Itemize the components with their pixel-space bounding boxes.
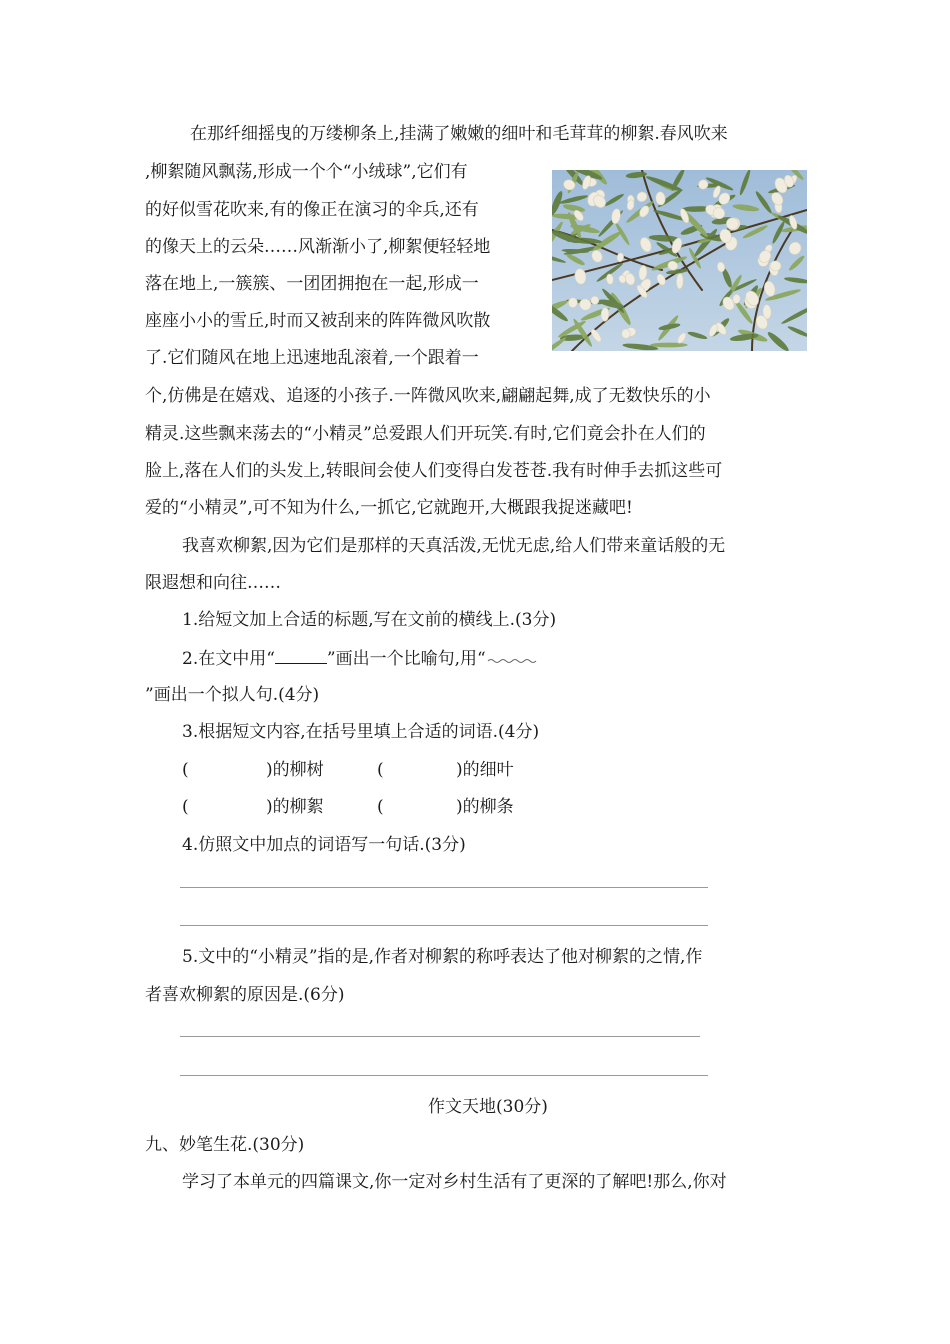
passage-line: 精灵.这些飘来荡去的“小精灵”总爱跟人们开玩笑.有时,它们竟会扑在人们的: [145, 424, 706, 444]
passage-line: 脸上,落在人们的头发上,转眼间会使人们变得白发苍苍.我有时伸手去抓这些可: [145, 461, 723, 481]
answer-line[interactable]: [180, 887, 708, 888]
passage-line: 限遐想和向往……: [145, 573, 281, 593]
passage-line: 了.它们随风在地上迅速地乱滚着,一个跟着一: [145, 348, 479, 368]
question-3-blank-row: [182, 758, 582, 782]
leaf-shape: [650, 343, 688, 348]
passage-line: 的像天上的云朵……风渐渐小了,柳絮便轻轻地: [145, 237, 491, 257]
question-3: 3.根据短文内容,在括号里填上合适的词语.(4分): [182, 722, 540, 742]
question-2: [182, 646, 538, 671]
catkin-shape: [676, 273, 683, 288]
open-paren: (: [377, 760, 384, 780]
passage-line: 爱的“小精灵”,可不知为什么,一抓它,它就跑开,大概跟我捉迷藏吧!: [145, 498, 633, 518]
question-5-line-1: 5.文中的“小精灵”指的是,作者对柳絮的称呼表达了他对柳絮的之情,作: [182, 947, 703, 967]
straight-underline-sample: [275, 649, 327, 664]
willow-catkin-illustration: [552, 170, 807, 351]
passage-line: 的好似雪花吹来,有的像正在演习的伞兵,还有: [145, 200, 479, 220]
section-heading: 作文天地(30分): [428, 1097, 548, 1117]
blank-answer-label: )的柳条: [456, 797, 514, 817]
answer-line[interactable]: [180, 1036, 700, 1037]
blank-answer-label: )的柳树: [266, 760, 324, 780]
composition-intro: 学习了本单元的四篇课文,你一定对乡村生活有了更深的了解吧!那么,你对: [182, 1172, 727, 1192]
question-4: 4.仿照文中加点的词语写一句话.(3分): [182, 835, 466, 855]
catkin-shape: [621, 329, 630, 339]
willow-catkin-photo: [552, 170, 807, 351]
wavy-underline-sample: [486, 646, 538, 664]
blank-answer-label: )的细叶: [456, 760, 514, 780]
answer-line[interactable]: [180, 1075, 708, 1076]
question-2-continued: ”画出一个拟人句.(4分): [145, 685, 320, 705]
passage-line: ,柳絮随风飘荡,形成一个个“小绒球”,它们有: [145, 162, 468, 182]
passage-line: 座座小小的雪丘,时而又被刮来的阵阵微风吹散: [145, 311, 491, 331]
question-2-text-a: 2.在文中用“: [182, 649, 275, 669]
question-3-blank-row: [182, 795, 582, 819]
passage-line: 个,仿佛是在嬉戏、追逐的小孩子.一阵微风吹来,翩翩起舞,成了无数快乐的小: [145, 386, 711, 406]
open-paren: (: [182, 760, 189, 780]
blank-answer-label: )的柳絮: [266, 797, 324, 817]
passage-line: 落在地上,一簇簇、一团团拥抱在一起,形成一: [145, 274, 479, 294]
question-5-line-2: 者喜欢柳絮的原因是.(6分): [145, 985, 345, 1005]
passage-line: 在那纤细摇曳的万缕柳条上,挂满了嫩嫩的细叶和毛茸茸的柳絮.春风吹来: [190, 124, 728, 144]
open-paren: (: [377, 797, 384, 817]
passage-line: 我喜欢柳絮,因为它们是那样的天真活泼,无忧无虑,给人们带来童话般的无: [182, 536, 726, 556]
answer-line[interactable]: [180, 925, 708, 926]
question-2-text-b: ”画出一个比喻句,用“: [326, 649, 486, 669]
question-1: 1.给短文加上合适的标题,写在文前的横线上.(3分): [182, 610, 557, 630]
open-paren: (: [182, 797, 189, 817]
question-9: 九、妙笔生花.(30分): [145, 1135, 305, 1155]
catkin-shape: [568, 297, 578, 307]
